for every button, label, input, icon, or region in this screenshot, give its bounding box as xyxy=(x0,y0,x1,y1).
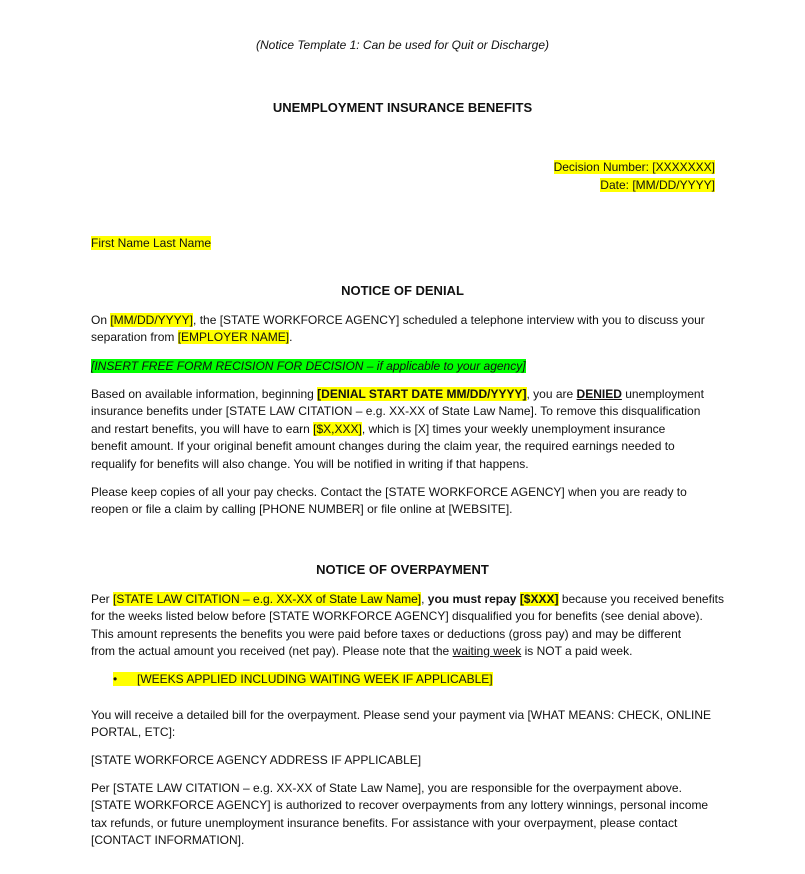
text: and restart benefits, you will have to earn xyxy=(91,422,314,436)
overpayment-p2-line1: You will receive a detailed bill for the overpayment. Please send your payment via [WHAT MEANS: CHECK, ONLINE xyxy=(91,708,712,722)
repay-amount: [$XXX] xyxy=(519,592,559,606)
denial-p1-line2 xyxy=(91,329,292,347)
text: separation from xyxy=(91,330,178,344)
text: is NOT a paid week. xyxy=(521,644,633,658)
text: unemployment xyxy=(621,387,704,401)
denial-p3-line2: reopen or file a claim by calling [PHONE NUMBER] or file online at [WEBSITE]. xyxy=(91,502,513,516)
decision-number-text: Decision Number: [XXXXXXX] xyxy=(553,160,715,174)
text: , xyxy=(421,592,428,606)
denial-p1-line1 xyxy=(91,312,705,330)
weeks-bullet-highlight xyxy=(113,672,493,686)
text: , which is [X] times your weekly unemployment insurance xyxy=(361,422,666,436)
decision-date-text: Date: [MM/DD/YYYY] xyxy=(600,178,715,192)
earn-amount: [$X,XXX] xyxy=(313,422,362,436)
weeks-bullet-text: [WEEKS APPLIED INCLUDING WAITING WEEK IF APPLICABLE] xyxy=(137,672,493,686)
text: Per xyxy=(91,592,114,606)
weeks-bullet-item xyxy=(113,671,493,689)
text: . xyxy=(289,330,293,344)
template-note: (Notice Template 1: Can be used for Quit or Discharge) xyxy=(255,38,550,52)
denial-start-date: [DENIAL START DATE MM/DD/YYYY] xyxy=(317,387,527,401)
free-form-decision xyxy=(91,358,526,376)
text: , you are xyxy=(526,387,577,401)
waiting-week: waiting week xyxy=(452,644,522,658)
decision-date xyxy=(600,177,715,195)
overpayment-p1-line4 xyxy=(91,643,632,661)
overpayment-p3-line3: tax refunds, or future unemployment insurance benefits. For assistance with your overpayment, please contact xyxy=(91,816,678,830)
agency-address: [STATE WORKFORCE AGENCY ADDRESS IF APPLICABLE] xyxy=(91,753,422,767)
text: , the [STATE WORKFORCE AGENCY] scheduled a telephone interview with you to discuss your xyxy=(193,313,705,327)
overpayment-p3-line1: Per [STATE LAW CITATION – e.g. XX-XX of State Law Name], you are responsible for the overpayment above. xyxy=(91,781,682,795)
overpayment-p1-line3: This amount represents the benefits you were paid before taxes or deductions (gross pay) and may be different xyxy=(91,627,682,641)
denial-p2-line4: benefit amount. If your original benefit amount changes during the claim year, the required earnings needed to xyxy=(91,439,675,453)
must-repay-label: you must repay xyxy=(427,592,520,606)
text: because you received benefits xyxy=(558,592,724,606)
overpayment-p1-line2: for the weeks listed below before [STATE WORKFORCE AGENCY] disqualified you for benefits (see denial above). xyxy=(91,609,703,623)
employer-name: [EMPLOYER NAME] xyxy=(177,330,290,344)
overpayment-p1-line1 xyxy=(91,591,724,609)
text: from the actual amount you received (net pay). Please note that the xyxy=(91,644,453,658)
law-citation: [STATE LAW CITATION – e.g. XX-XX of State Law Name] xyxy=(113,592,422,606)
overpayment-p3-line4: [CONTACT INFORMATION]. xyxy=(91,833,245,847)
free-form-text: [INSERT FREE FORM RECISION FOR DECISION – if applicable to your agency] xyxy=(91,359,526,373)
text: On xyxy=(91,313,111,327)
denial-heading: NOTICE OF DENIAL xyxy=(341,283,464,298)
main-title: UNEMPLOYMENT INSURANCE BENEFITS xyxy=(272,100,533,115)
recipient-name xyxy=(91,235,211,253)
denial-p3-line1: Please keep copies of all your pay checks. Contact the [STATE WORKFORCE AGENCY] when you are ready to xyxy=(91,485,687,499)
denial-p2-line5: requalify for benefits will also change. You will be notified in writing if that happens. xyxy=(91,457,529,471)
interview-date: [MM/DD/YYYY] xyxy=(110,313,194,327)
overpayment-heading: NOTICE OF OVERPAYMENT xyxy=(316,562,489,577)
overpayment-p3-line2: [STATE WORKFORCE AGENCY] is authorized to recover overpayments from any lottery winnings, personal income xyxy=(91,798,709,812)
overpayment-p2-line2: PORTAL, ETC]: xyxy=(91,725,176,739)
denial-p2-line1 xyxy=(91,386,704,404)
denial-p2-line2: insurance benefits under [STATE LAW CITATION – e.g. XX-XX of State Law Name]. To remove this disqualification xyxy=(91,404,701,418)
bullet-dot-icon: • xyxy=(113,672,118,686)
denial-p2-line3 xyxy=(91,421,665,439)
text: Based on available information, beginning xyxy=(91,387,318,401)
denied-label: DENIED xyxy=(576,387,622,401)
recipient-name-text: First Name Last Name xyxy=(91,236,212,250)
decision-number xyxy=(554,159,715,177)
